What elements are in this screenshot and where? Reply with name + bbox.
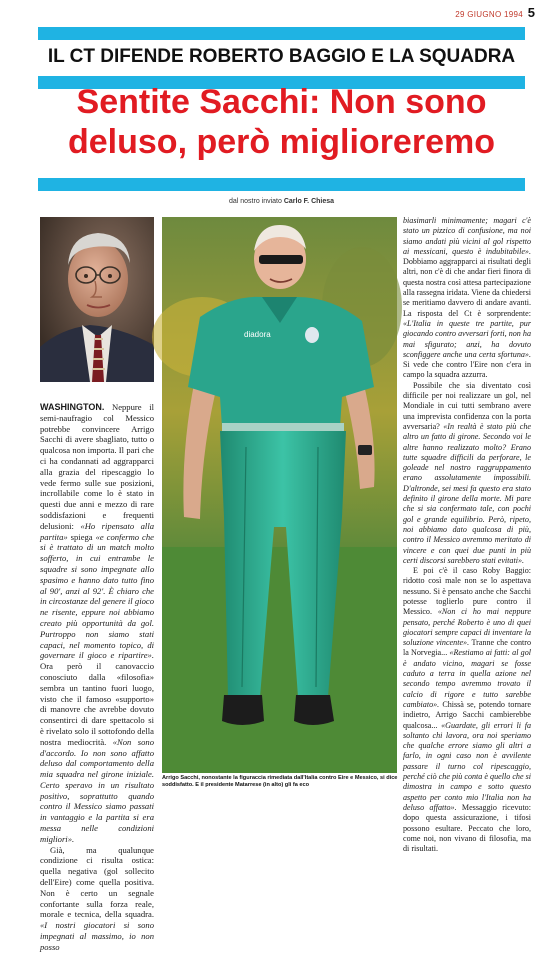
quote-text: biasimarli minimamente; magari c'è stato un pizzico di confusione, ma noi siamo andati più vicini al gol rispetto ai messicani, questo è indubitabile». <box>403 216 531 256</box>
paragraph-text: Dobbiamo aggrapparci ai risultati degli altri, non c'è di che andar fieri finora di questa nostra così attesa partecipazione alla rassegna iridata. Viene da chiedersi se meritiamo davvero di andare avanti. La risposta del Ct è sorprendente: <box>403 257 531 318</box>
byline <box>38 198 525 205</box>
paragraph <box>40 845 154 953</box>
headline <box>38 82 525 162</box>
quote-text: «Restiamo ai fatti: al gol è andato vicino, magari se fosse caduto a terra in quella azione nel secondo tempo avremmo trovato il calcio di rigore e tutto sarebbe cambiato». <box>403 648 531 709</box>
kicker-title: IL CT DIFENDE ROBERTO BAGGIO E LA SQUADRA <box>47 46 516 67</box>
paragraph-text: Chissà se, potendo tornare indietro, Arrigo Sacchi cambierebbe qualcosa... <box>403 699 531 730</box>
left-text-column <box>40 402 154 953</box>
paragraph-text: Messaggio ricevuto: dopo questa assicurazione, i tifosi possono esultare. Peccato che loro, come noi, non vivano di filosofia, ma di risultati. <box>403 802 531 854</box>
paragraph <box>403 566 531 854</box>
quote-text: «Non ci ho mai neppure pensato, perché Roberto è uno di quei giocatori sempre capaci di inventare la soluzione vincente». <box>403 607 531 648</box>
right-text-column <box>403 216 531 854</box>
paragraph-text: Si vede che contro l'Eire non c'era in campo la squadra azzurra. <box>403 360 531 380</box>
quote-text: «I nostri giocatori si sono impegnati al massimo, io non posso <box>40 920 154 952</box>
paragraph-text: Ora però il canovaccio conosciuto dalla «filosofia» sembra un tantino fuori luogo, visto che il famoso «supporto» di manovre che avrebbe dovuto consentirci di dare spettacolo si è rivelato solo il sottofondo della nostra mediocrità. <box>40 661 154 747</box>
byline-prefix: dal nostro inviato <box>228 198 284 205</box>
byline-author: Carlo F. Chiesa <box>283 198 335 205</box>
paragraph-text: Neppure il semi-naufragio col Messico potrebbe convincere Arrigo Sacchi di avere sbagliato, tutto o qualcosa non importa. Il pari che ci ha condannati ad aggrapparci alla grazia del ripescaggio lo vede fermo sulle sue posizioni, incrollabile come lo è stato in questi due anni e mezzo di rare soddisfazioni e frequenti delusioni: <box>40 402 154 531</box>
page-number: 5 <box>527 5 535 20</box>
photo-caption <box>162 775 400 789</box>
paragraph <box>40 402 154 845</box>
quote-text: «L'Italia in queste tre partite, pur giocando contro avversari forti, non ha mai sfigurato; anzi, ha dovuto sconfiggere anche una certa sfortuna». <box>403 318 531 359</box>
paragraph <box>403 216 531 381</box>
headline-line-2: deluso, però miglioreremo <box>68 123 495 161</box>
headline-divider-bar <box>38 178 525 191</box>
paragraph-text: Possibile che sia diventato così difficile per noi realizzare un gol, nel Mondiale in cui tutti sembrano avere una imprevista confidenza con la porta avversaria? <box>403 380 531 431</box>
issue-date: 29 GIUGNO 1994 <box>455 10 523 19</box>
shirt-logo: diadora <box>244 330 271 339</box>
paragraph-text: E poi c'è il caso Roby Baggio: ridotto così male non se lo aspettava nessuno. Si è pensato anche che Sacchi potesse toglierlo pure contro il Messico. <box>403 566 531 617</box>
headline-line-1: Sentite Sacchi: Non sono <box>76 83 487 121</box>
quote-text: «e confermo che si è trattato di un match molto sofferto, in cui entrambe le squadre si sono impegnate allo spasimo e hanno dato tutto fino al 90', anzi al 92'. È chiaro che in circostanze del genere il gioco ne risente, eppure noi abbiamo creato più opportunità da gol. Purtroppo non siamo stati capaci, nel momento topico, di governare il gioco e ripartire». <box>40 531 154 661</box>
paragraph-text: spiega <box>67 531 96 542</box>
quote-text: «Non sono d'accordo. Io non sono affatto deluso dal comportamento della mia squadra nel girone iniziale. Certo speravo in un risultato positivo, soprattutto quando contro il Messico siamo passati in vantaggio e la partita si era messa nelle condizioni migliori». <box>40 736 154 844</box>
paragraph-text: Già, ma qualunque condizione ci risulta ostica: quella negativa (gol sollecito dell'Eire) come quella positiva. Non è certo un segnale confortante sulla forza reale, morale e tecnica, della squadra. <box>40 844 154 920</box>
paragraph <box>403 381 531 566</box>
top-divider-bar <box>38 27 525 40</box>
main-photo <box>162 217 397 773</box>
quote-text: «In realtà è stato più che altro un fatto di girone. Secondo voi le altre hanno realizzato molto? Erano tutte squadre difficili da perforare, le goleade nel nostro raggruppamento erano assolutamente impossibili. D'altronde, sei mesi fa questo era stato definito il girone della morte. Mi pare che si sia confermato tale, con pochi gol e grande equilibrio. Però, ripeto, noi abbiamo dato qualcosa di più, contro il Messico avremmo meritato di vincere e con quei due punti in più certi discorsi sarebbero stati evitati». <box>403 421 531 565</box>
paragraph-text: Tranne che contro la Norvegia... <box>403 638 531 658</box>
dateline: WASHINGTON. <box>40 402 105 412</box>
quote-text: «Guardate, gli errori li fa soltanto chi lavora, ora noi speriamo che qualche errore siamo gli altri a farlo, in ogni caso non è avvilente passare il turno col ripescaggio, perché ciò che più conta è quello che si dimostra in campo e sotto questo aspetto per conto mio l'Italia non ha deluso affatto». <box>403 720 531 812</box>
portrait-photo <box>40 217 154 382</box>
photo-caption-text: Arrigo Sacchi, nonostante la figuraccia rimediata dall'Italia contro Eire e Messico, si dice soddisfatto. E il presidente Matarrese (in alto) gli fa eco <box>162 775 398 788</box>
quote-text: «Ho ripensato alla partita» <box>40 520 154 542</box>
